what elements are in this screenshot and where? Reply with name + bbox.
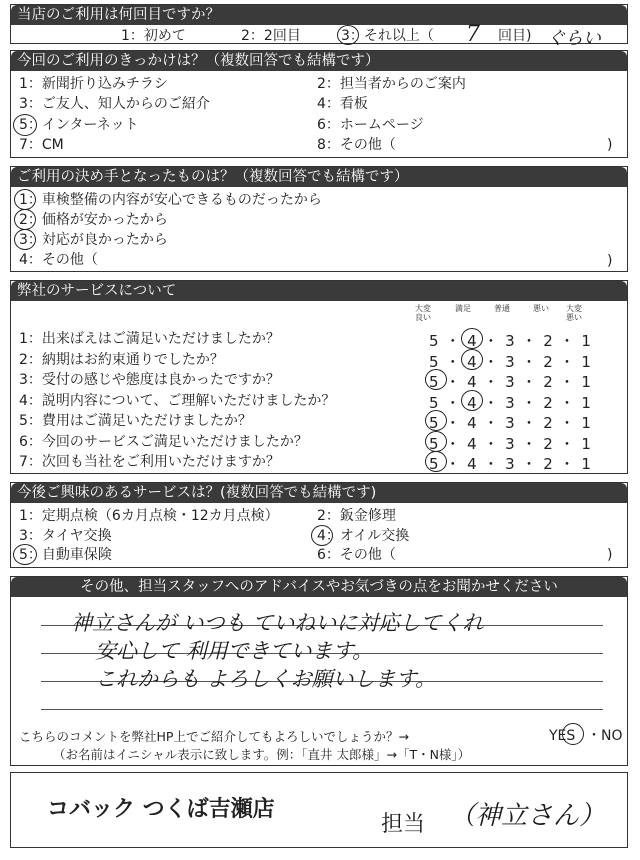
q4-question: 5：費用はご満足いただけましたか？ [19,413,252,429]
q4-scale-4: 悪い [533,304,549,313]
q3-answer-circle-3 [14,229,36,250]
q1-answer-circle [337,25,359,45]
q4-rating-scale: 5 ・ 4 ・ 3 ・ 2 ・ 1 [429,393,592,412]
q2-option-5: 5：インターネット [19,117,139,133]
q4-answer-circle [425,451,447,472]
q4-answer-circle [461,390,483,411]
q3-answer-circle-2 [14,209,36,230]
q1-header: 当店のご利用は何回目ですか？ [11,5,627,25]
comment-text-1: 神立さんが いつも ていねいに対応してくれ [71,611,484,635]
q4-rating-scale: 5 ・ 4 ・ 3 ・ 2 ・ 1 [429,455,592,473]
q3-answer-circle-1 [14,189,36,210]
q4-question: 2：納期はお約束通りでしたか？ [19,351,224,368]
q5-answer-circle-5 [13,544,37,565]
q1-hand-note: ぐらい [547,28,601,49]
q3-option-4-close: ) [607,253,613,269]
q5-option-6-close: ) [607,547,613,563]
q5-option-6: 6：その他（ [317,547,396,563]
q4-rating-scale: 5 ・ 4 ・ 3 ・ 2 ・ 1 [429,373,592,391]
q5-header: 今後ご興味のあるサービスは？(複数回答でも結構です) [11,483,627,503]
q2-option-1: 1：新聞折り込みチラシ [19,76,168,92]
store-name: コバック つくば吉瀬店 [47,797,275,822]
comment-text-2: 安心して 利用できています。 [95,639,373,663]
q3-section [10,166,628,272]
q4-rating-scale: 5 ・ 4 ・ 3 ・ 2 ・ 1 [429,434,592,453]
consent-yes: YES [549,728,576,744]
q6-section [10,576,628,766]
store-footer [10,772,628,848]
q5-section [10,482,628,568]
q4-scale-2: 満足 [455,304,471,313]
q5-option-3: 3：タイヤ交換 [19,528,112,544]
q2-section [10,50,628,158]
q4-section [10,280,628,474]
q4-scale-3: 普通 [494,304,510,313]
q2-option-3: 3：ご友人、知人からのご紹介 [19,96,210,112]
q4-rating-scale: 5 ・ 4 ・ 3 ・ 2 ・ 1 [429,414,592,432]
q2-option-8-close: ) [607,137,613,153]
q2-option-6: 6：ホームページ [317,117,424,133]
q5-answer-circle-4 [311,525,333,546]
q4-answer-circle [461,349,483,370]
q3-header: ご利用の決め手となったものは？（複数回答でも結構です） [11,167,627,187]
q2-option-2: 2：担当者からのご案内 [317,76,466,92]
q6-header: その他、担当スタッフへのアドバイスやお気づきの点をお聞かせください [11,577,627,597]
q5-option-2: 2：鈑金修理 [317,508,396,524]
q4-answer-circle [425,431,447,452]
q4-answer-circle [461,328,483,349]
q4-rating-scale: 5 ・ 4 ・ 3 ・ 2 ・ 1 [429,332,592,350]
staff-name: （神立さん） [449,801,606,831]
consent-no: ・NO [587,728,623,744]
comment-line-4 [41,709,603,710]
consent-question: こちらのコメントを弊社HP上でご紹介してもよろしいでしょうか？→ [19,729,409,744]
staff-label: 担当 [381,812,426,837]
consent-note: （お名前はイニシャル表示に致します。例：「直井 太郎様」→「T・N様」） [53,747,471,762]
q1-option-3-suffix: 回目) [498,28,532,44]
q5-option-1: 1：定期点検（6カ月点検・12カ月点検） [19,508,279,524]
q4-header: 弊社のサービスについて [11,281,627,301]
q3-option-1: 1：車検整備の内容が安心できるものだったから [19,192,322,208]
q2-option-7: 7：CM [19,137,64,153]
q4-scale-5: 大変 悪い [566,304,582,322]
q4-question: 4：説明内容について、ご理解いただけましたか？ [19,392,336,409]
q2-option-8: 8：その他（ [317,137,396,153]
q3-option-4: 4：その他（ [19,252,98,268]
q4-answer-circle [425,410,447,431]
q4-rating-scale: 5 ・ 4 ・ 3 ・ 2 ・ 1 [429,352,592,371]
q3-option-3: 3：対応が良かったから [19,232,168,248]
q1-option-3: 3：それ以上（ [341,28,434,44]
q1-option-1: 1：初めて [121,28,186,44]
q5-option-5: 5：自動車保険 [19,547,112,563]
q1-section [10,4,628,49]
q4-question: 1：出来ばえはご満足いただけましたか？ [19,331,280,347]
q2-option-4: 4：看板 [317,96,368,112]
q2-header: 今回のご利用のきっかけは？（複数回答でも結構です） [11,51,627,71]
q1-hand-count: 7 [466,22,480,47]
consent-yes-circle [562,723,584,745]
q4-question: 6：今回のサービスご満足いただけましたか？ [19,433,308,450]
comment-text-3: これからも よろしくお願いします。 [95,667,436,691]
q4-question: 3：受付の感じや態度は良かったですか？ [19,372,280,388]
q4-answer-circle [425,369,447,390]
q2-answer-circle [13,114,37,136]
q3-option-2: 2：価格が安かったから [19,212,168,228]
q1-option-2: 2：2回目 [241,28,301,44]
q4-scale-1: 大変 良い [415,304,431,322]
q4-question: 7：次回も当社をご利用いただけますか？ [19,454,280,470]
q5-option-4: 4：オイル交換 [317,528,410,544]
